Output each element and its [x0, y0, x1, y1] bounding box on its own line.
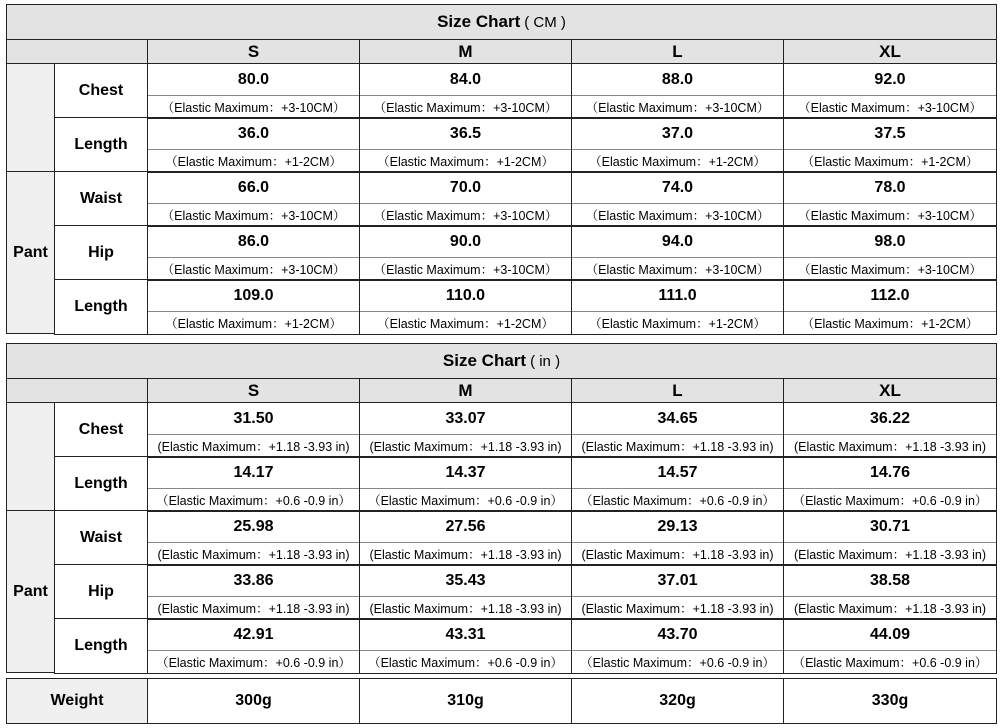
measure-value: 84.0	[449, 70, 482, 88]
measure-cell-m	[359, 171, 572, 227]
elastic-note: （Elastic Maximum：+3-10CM）	[572, 257, 783, 280]
measure-cell-l	[571, 279, 784, 335]
elastic-note: （Elastic Maximum：+1-2CM）	[784, 149, 996, 172]
elastic-note: （Elastic Maximum：+0.6 -0.9 in）	[572, 650, 783, 673]
elastic-note: （Elastic Maximum：+1-2CM）	[148, 149, 359, 172]
measure-value: 37.01	[657, 571, 698, 589]
elastic-note: (Elastic Maximum：+1.18 -3.93 in)	[360, 434, 571, 457]
elastic-note: （Elastic Maximum：+3-10CM）	[360, 203, 571, 226]
group-label-top	[6, 63, 55, 172]
size-header-s: S	[147, 39, 360, 64]
measure-cell-xl	[783, 279, 997, 335]
measure-cell-s	[147, 63, 360, 119]
measure-value: 43.31	[445, 625, 486, 643]
measure-cell-xl	[783, 618, 997, 674]
elastic-note: （Elastic Maximum：+1-2CM）	[360, 311, 571, 334]
size-header-m: M	[359, 378, 572, 403]
elastic-note: (Elastic Maximum：+1.18 -3.93 in)	[784, 596, 996, 619]
elastic-note: (Elastic Maximum：+1.18 -3.93 in)	[148, 596, 359, 619]
measure-cell-l	[571, 510, 784, 566]
measure-value: 14.76	[869, 463, 911, 481]
row-label-hip: Hip	[54, 225, 148, 281]
measure-cell-s	[147, 279, 360, 335]
measure-cell-s	[147, 510, 360, 566]
row-label-hip: Hip	[54, 564, 148, 620]
weight-value-m: 310g	[359, 678, 572, 724]
measure-value: 36.22	[869, 409, 911, 427]
measure-value: 110.0	[445, 286, 486, 304]
measure-cell-s	[147, 618, 360, 674]
measure-cell-s	[147, 117, 360, 173]
measure-cell-m	[359, 279, 572, 335]
measure-cell-l	[571, 117, 784, 173]
elastic-note: （Elastic Maximum：+1-2CM）	[572, 149, 783, 172]
table-title	[6, 343, 997, 379]
measure-value: 38.58	[869, 571, 911, 589]
measure-value: 78.0	[874, 178, 906, 196]
size-header-l: L	[571, 39, 784, 64]
weight-value-l: 320g	[571, 678, 784, 724]
elastic-note: （Elastic Maximum：+3-10CM）	[360, 95, 571, 118]
size-header-xl: XL	[783, 39, 997, 64]
elastic-note: （Elastic Maximum：+3-10CM）	[784, 257, 996, 280]
measure-cell-xl	[783, 402, 997, 458]
measure-cell-xl	[783, 117, 997, 173]
measure-value: 88.0	[661, 70, 694, 88]
elastic-note: （Elastic Maximum：+3-10CM）	[360, 257, 571, 280]
measure-cell-xl	[783, 456, 997, 512]
measure-value: 36.5	[449, 124, 482, 142]
row-label-length: Length	[54, 279, 148, 335]
measure-cell-xl	[783, 510, 997, 566]
elastic-note: (Elastic Maximum：+1.18 -3.93 in)	[360, 542, 571, 565]
weight-value-s: 300g	[147, 678, 360, 724]
measure-value: 33.86	[233, 571, 274, 589]
elastic-note: （Elastic Maximum：+3-10CM）	[148, 257, 359, 280]
row-label-chest: Chest	[54, 63, 148, 119]
size-header-l: L	[571, 378, 784, 403]
elastic-note: (Elastic Maximum：+1.18 -3.93 in)	[784, 434, 996, 457]
measure-value: 36.0	[237, 124, 270, 142]
measure-cell-s	[147, 402, 360, 458]
measure-value: 66.0	[237, 178, 270, 196]
measure-cell-m	[359, 63, 572, 119]
measure-value: 37.0	[661, 124, 694, 142]
title-unit: ( CM )	[524, 13, 566, 31]
measure-value: 86.0	[237, 232, 270, 250]
size-chart-cm	[6, 4, 997, 334]
measure-cell-xl	[783, 225, 997, 281]
measure-cell-xl	[783, 564, 997, 620]
measure-value: 44.09	[869, 625, 911, 643]
weight-label: Weight	[6, 678, 148, 724]
measure-value: 80.0	[237, 70, 270, 88]
measure-value: 70.0	[449, 178, 482, 196]
measure-cell-xl	[783, 171, 997, 227]
elastic-note: （Elastic Maximum：+0.6 -0.9 in）	[148, 650, 359, 673]
row-label-waist: Waist	[54, 171, 148, 227]
measure-value: 74.0	[661, 178, 694, 196]
measure-value: 109.0	[233, 286, 274, 304]
measure-value: 31.50	[233, 409, 274, 427]
measure-cell-m	[359, 402, 572, 458]
elastic-note: （Elastic Maximum：+0.6 -0.9 in）	[360, 650, 571, 673]
measure-cell-m	[359, 225, 572, 281]
elastic-note: (Elastic Maximum：+1.18 -3.93 in)	[784, 542, 996, 565]
elastic-note: （Elastic Maximum：+1-2CM）	[148, 311, 359, 334]
header-corner	[6, 39, 148, 64]
measure-cell-s	[147, 171, 360, 227]
measure-value: 37.5	[874, 124, 906, 142]
elastic-note: (Elastic Maximum：+1.18 -3.93 in)	[148, 434, 359, 457]
elastic-note: (Elastic Maximum：+1.18 -3.93 in)	[148, 542, 359, 565]
row-label-waist: Waist	[54, 510, 148, 566]
measure-value: 42.91	[233, 625, 274, 643]
group-label-pant: Pant	[6, 171, 55, 334]
title-text: Size Chart	[437, 12, 521, 31]
measure-value: 34.65	[657, 409, 698, 427]
measure-cell-l	[571, 402, 784, 458]
elastic-note: (Elastic Maximum：+1.18 -3.93 in)	[360, 596, 571, 619]
elastic-note: （Elastic Maximum：+3-10CM）	[148, 95, 359, 118]
measure-value: 27.56	[445, 517, 486, 535]
measure-value: 33.07	[445, 409, 486, 427]
elastic-note: （Elastic Maximum：+1-2CM）	[360, 149, 571, 172]
measure-value: 43.70	[657, 625, 698, 643]
elastic-note: （Elastic Maximum：+0.6 -0.9 in）	[360, 488, 571, 511]
measure-cell-l	[571, 456, 784, 512]
size-header-s: S	[147, 378, 360, 403]
elastic-note: (Elastic Maximum：+1.18 -3.93 in)	[572, 542, 783, 565]
title-text: Size Chart	[442, 351, 527, 370]
measure-value: 112.0	[870, 286, 910, 304]
header-corner	[6, 378, 148, 403]
weight-value-xl: 330g	[783, 678, 997, 724]
elastic-note: （Elastic Maximum：+3-10CM）	[784, 203, 996, 226]
measure-cell-m	[359, 618, 572, 674]
measure-value: 25.98	[233, 517, 274, 535]
elastic-note: （Elastic Maximum：+3-10CM）	[784, 95, 996, 118]
measure-value: 35.43	[445, 571, 486, 589]
size-chart-in	[6, 343, 997, 673]
row-label-length: Length	[54, 618, 148, 674]
weight-table	[6, 678, 997, 724]
measure-cell-s	[147, 564, 360, 620]
measure-cell-l	[571, 63, 784, 119]
measure-value: 14.17	[233, 463, 274, 481]
measure-cell-l	[571, 564, 784, 620]
measure-cell-l	[571, 618, 784, 674]
measure-cell-l	[571, 225, 784, 281]
measure-value: 90.0	[449, 232, 482, 250]
measure-cell-m	[359, 456, 572, 512]
group-label-pant: Pant	[6, 510, 55, 673]
measure-value: 29.13	[657, 517, 698, 535]
elastic-note: （Elastic Maximum：+0.6 -0.9 in）	[784, 488, 996, 511]
table-title	[6, 4, 997, 40]
measure-cell-s	[147, 225, 360, 281]
measure-cell-m	[359, 510, 572, 566]
elastic-note: （Elastic Maximum：+0.6 -0.9 in）	[784, 650, 996, 673]
elastic-note: （Elastic Maximum：+1-2CM）	[572, 311, 783, 334]
elastic-note: （Elastic Maximum：+0.6 -0.9 in）	[148, 488, 359, 511]
row-label-length: Length	[54, 456, 148, 512]
measure-value: 30.71	[869, 517, 911, 535]
measure-value: 98.0	[874, 232, 906, 250]
measure-value: 14.37	[445, 463, 486, 481]
measure-cell-l	[571, 171, 784, 227]
row-label-length: Length	[54, 117, 148, 173]
measure-value: 111.0	[658, 286, 697, 304]
measure-value: 94.0	[661, 232, 694, 250]
measure-cell-xl	[783, 63, 997, 119]
size-header-xl: XL	[783, 378, 997, 403]
elastic-note: (Elastic Maximum：+1.18 -3.93 in)	[572, 434, 783, 457]
measure-cell-m	[359, 564, 572, 620]
measure-cell-s	[147, 456, 360, 512]
elastic-note: （Elastic Maximum：+0.6 -0.9 in）	[572, 488, 783, 511]
size-header-m: M	[359, 39, 572, 64]
elastic-note: （Elastic Maximum：+3-10CM）	[148, 203, 359, 226]
row-label-chest: Chest	[54, 402, 148, 458]
title-unit: ( in )	[530, 352, 561, 370]
elastic-note: （Elastic Maximum：+3-10CM）	[572, 203, 783, 226]
elastic-note: (Elastic Maximum：+1.18 -3.93 in)	[572, 596, 783, 619]
measure-cell-m	[359, 117, 572, 173]
group-label-top	[6, 402, 55, 511]
measure-value: 92.0	[874, 70, 906, 88]
elastic-note: （Elastic Maximum：+1-2CM）	[784, 311, 996, 334]
measure-value: 14.57	[657, 463, 698, 481]
elastic-note: （Elastic Maximum：+3-10CM）	[572, 95, 783, 118]
